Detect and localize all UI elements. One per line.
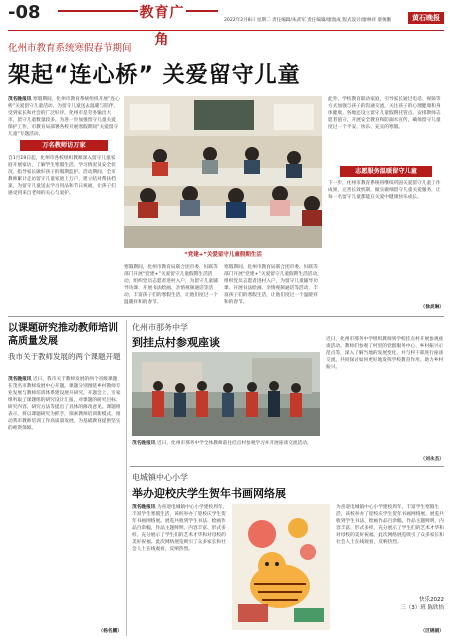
story1-subhead-1: 万名教师访万家 <box>20 140 108 151</box>
story1-headline-pre: 架起 <box>8 63 55 88</box>
story3-kicker: 化州市那务中学 <box>132 323 188 332</box>
story1-lead-text: 寒假期间，化州市教育系统组织开展“连心桥”关爱留守儿童活动，为留守儿童送去温暖与陪伴，受到家长和社会的广泛好评。化州市是劳务输出大市，留守儿童数量较多。为进一步加强留守儿童关爱保护工作，市教育局部署各校开展寒假期间“关爱留守儿童”专题活动。 <box>8 97 120 136</box>
story4-body-col3: 为喜迎电城镇中心小学建校周年，丰富学生寒假生活，该校举办了迎校庆学生贺年书画网络展。展览共收到学生书法、绘画作品百余幅，作品主题鲜明、内容丰富、形式多样，充分展示了学生们的艺术才华和对母校的美好祝福。此次网络展览吸引了众多家长和社会人士在线观看，反响热烈。 <box>336 505 444 545</box>
story4-kicker: 电城镇中心小学 <box>132 473 188 482</box>
masthead-rule-left <box>58 10 138 12</box>
date-line: 2022年2月8日 星期二 责任编辑/朱武军 责任编辑/廖敦成 版式设计/廖林祥 梁俊勤 <box>224 18 392 23</box>
story1-col4-text-2: 下一步，化州市教育系统将继续巩固关爱留守儿童工作成果，完善长效机制，做实做细留守儿童关爱服务，让每一名留守儿童都能在关爱中健康快乐成长。 <box>328 181 441 200</box>
story2-credit: （杨名鹏） <box>98 629 122 634</box>
story3-photo-caption <box>132 440 320 462</box>
story3-byline: 茂名晚报讯 <box>132 441 156 446</box>
story3-headline: 到挂点村参观座谈 <box>132 336 220 349</box>
page-number: -08 <box>8 2 41 23</box>
story1-photo-classroom <box>124 96 322 248</box>
story4-artwork <box>232 504 330 630</box>
story2-headline: 以课题研究推动教师培训高质量发展 <box>8 323 118 347</box>
story1-col1-text: 自1月19日起，化州市各校组织教师深入留守儿童家庭开展家访，了解学生寒假生活、学习情况及安全状况，指导家长做好孩子的假期监护。活动期间，全市教师累计走访留守儿童家庭上万户，建立结对帮扶档案，为留守儿童送去学习用品和节日祝福，让孩子们感受到来自老师的关心与爱护。 <box>8 156 116 196</box>
divider-story3 <box>130 466 444 467</box>
story1-lead <box>8 96 120 136</box>
masthead-divider <box>8 30 444 31</box>
story1-headline-quote: “连心桥” <box>54 63 154 88</box>
story2-text: 近日，我市关于教师发展的两个省级课题在茂名市教师发展中心开题。课题分别围绕乡村教师专业发展与教师培训体系建设展开研究。开题会上，专家组听取了课题组的研究设计汇报，对课题的研究目标、研究内容、研究方法等提出了具体的修改意见。课题组表示，将以课题研究为抓手，探索教师培训新模式，推动我市教师培训工作高质量发展，为基础教育提供坚实的师资保障。 <box>8 377 121 431</box>
story1-col3-text: 寒假期间，化州市教育局联合团市委、妇联等部门开展“党建+”关爱留守儿童假期生活活动，组织党员志愿者进村入户，为留守儿童辅导功课、开展书法绘画、亲情视频通话等活动，丰富孩子们的寒假生活，让他们度过一个温暖祥和的春节。 <box>224 265 322 305</box>
story4-credit: （区锦娟） <box>420 629 444 634</box>
story3-photo-caption-text: 近日，化州市那务中学全体教师前往挂点村参观学习并开展座谈交流活动。 <box>156 441 312 446</box>
story4-headline: 举办迎校庆学生贺年书画网络展 <box>132 487 286 500</box>
classroom-photo <box>124 96 322 248</box>
artwork-credit: 三（3）班 陈欣怡 <box>400 605 444 611</box>
story1-subhead-2: 志愿服务温暖留守儿童 <box>340 166 432 177</box>
story1-lead-byline: 茂名晚报讯 <box>8 97 32 102</box>
story2-subtitle: 我市关于教师发展的两个课题开题 <box>8 352 121 361</box>
story3-credit: （刘永杰） <box>420 457 444 462</box>
tiger-painting <box>232 504 330 630</box>
story4-text: 为喜迎电城镇中心小学建校周年，丰富学生寒假生活，该校举办了迎校庆学生贺年书画网络展。展览共收到学生书法、绘画作品百余幅，作品主题鲜明、内容丰富、形式多样，充分展示了学生们的艺术才华和对母校的美好祝福。此次网络展览吸引了众多家长和社会人士在线观看，反响热烈。 <box>132 505 228 552</box>
newspaper-logo: 黄石晚报 <box>408 12 444 24</box>
story1-credit: （徐炎琳） <box>420 305 444 310</box>
story1-col4-text: 此外，学校教育联动家庭，引导家长通过电话、视频等方式加强与孩子的沟通交流，关注孩子的心理健康和身体健康。各地还设立留守儿童假期托管点，安排教师志愿者值守，开展安全教育和防溺水宣传，确保留守儿童度过一个平安、快乐、充实的寒假。 <box>328 97 441 130</box>
story1-col2-text: 寒假期间，化州市教育局联合团市委、妇联等部门开展“党建+”关爱留守儿童假期生活活动，组织党员志愿者进村入户，为留守儿童辅导功课、开展书法绘画、亲情视频通话等活动，丰富孩子们的寒假生活，让他们度过一个温暖祥和的春节。 <box>124 265 218 305</box>
divider-story1 <box>8 316 444 317</box>
story3-photo-village <box>132 352 320 436</box>
story1-photo-caption: “党建+”关爱留守儿童假期生活 <box>184 252 262 258</box>
story3-body: 近日，化州市那务中学组织教师到学校挂点村开展参观座谈活动。教师们参观了村里的党群服务中心、乡村振兴示范点等，深入了解当地的发展变化，并与村干部进行座谈交流，共同探讨如何更好地发挥学校教育作用，助力乡村振兴。 <box>326 337 444 370</box>
story2-body <box>8 376 122 626</box>
section-title: 教育广角 <box>139 5 185 48</box>
story2-byline: 茂名晚报讯 <box>8 377 32 382</box>
village-photo <box>132 352 320 436</box>
story1-headline <box>8 58 301 89</box>
masthead-rule-right <box>186 10 218 12</box>
artwork-caption-block <box>388 596 444 612</box>
story2-vertical-rule <box>126 320 127 636</box>
story4-byline: 茂名晚报讯 <box>132 505 156 510</box>
story1-kicker: 化州市教育系统寒假春节期间 <box>8 43 132 54</box>
story1-headline-post: 关爱留守儿童 <box>153 63 301 88</box>
story4-body-col1 <box>132 504 228 630</box>
artwork-caption: 快乐2022 <box>419 597 444 603</box>
